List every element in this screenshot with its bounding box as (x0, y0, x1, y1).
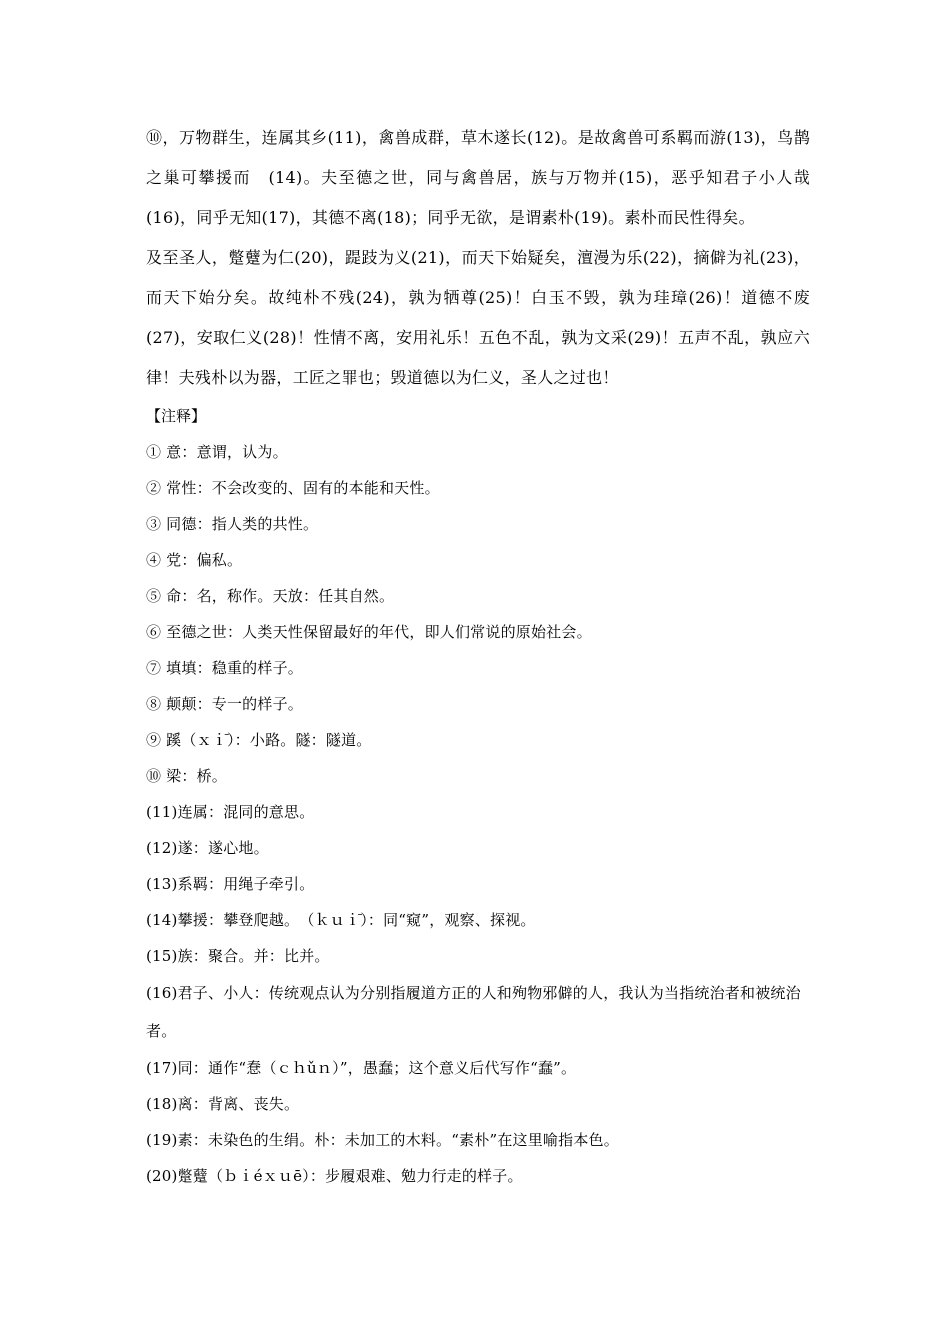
body-paragraph: ⑩，万物群生，连属其乡(11)，禽兽成群，草木遂长(12)。是故禽兽可系羁而游(13)，鸟鹊之巢可攀援而 (14)。夫至德之世，同与禽兽居，族与万物并(15)，恶乎知君子小人哉(16)，同乎无知(17)，其德不离(18)；同乎无欲，是谓素朴(19)。素朴而民性得矣。 (146, 128, 810, 227)
note-item: ① 意：意谓，认为。 (146, 443, 288, 461)
note-item: ② 常性：不会改变的、固有的本能和天性。 (146, 479, 440, 497)
note-item: (16)君子、小人：传统观点认为分别指履道方正的人和殉物邪僻的人，我认为当指统治者和被统治者。 (146, 984, 801, 1040)
note-item: (11)连属：混同的意思。 (146, 803, 315, 821)
note-item: ⑥ 至德之世：人类天性保留最好的年代，即人们常说的原始社会。 (146, 623, 592, 641)
note-item: (19)素：未染色的生绢。朴：未加工的木料。“素朴”在这里喻指本色。 (146, 1131, 619, 1149)
note-item: (20)蹩躠（ｂｉéｘｕē）：步履艰难、勉力行走的样子。 (146, 1167, 523, 1185)
note-item: ③ 同德：指人类的共性。 (146, 515, 319, 533)
note-item: ⑤ 命：名，称作。天放：任其自然。 (146, 587, 395, 605)
note-item: (15)族：聚合。并：比并。 (146, 947, 330, 965)
note-item: ⑨ 蹊（ｘｉ̄）：小路。隧：隧道。 (146, 731, 372, 749)
document-page (146, 118, 810, 1194)
note-item: (17)同：通作“惷（ｃｈǔｎ）”，愚蠢；这个意义后代写作“蠢”。 (146, 1059, 577, 1077)
note-item: ⑧ 颠颠：专一的样子。 (146, 695, 303, 713)
note-item: ⑦ 填填：稳重的样子。 (146, 659, 303, 677)
note-item: ⑩ 梁：桥。 (146, 767, 227, 785)
note-item: ④ 党：偏私。 (146, 551, 243, 569)
note-item: (14)攀援：攀登爬越。 （ｋｕｉ̄）：同“窥”，观察、探视。 (146, 911, 536, 929)
body-paragraph: 及至圣人，蹩躠为仁(20)，踶跂为义(21)，而天下始疑矣，澶漫为乐(22)，摘僻为礼(23)，而天下始分矣。故纯朴不残(24)，孰为牺尊(25)！白玉不毁，孰为珪璋(26)！道德不废(27)，安取仁义(28)！性情不离，安用礼乐！五色不乱，孰为文采(29)！五声不乱，孰应六律！夫残朴以为器，工匠之罪也；毁道德以为仁义，圣人之过也！ (146, 248, 810, 387)
note-item: (13)系羁：用绳子牵引。 (146, 875, 315, 893)
note-item: (18)离：背离、丧失。 (146, 1095, 300, 1113)
notes-section (146, 398, 810, 1194)
notes-heading: 【注释】 (146, 407, 207, 425)
note-item: (12)遂：遂心地。 (146, 839, 269, 857)
